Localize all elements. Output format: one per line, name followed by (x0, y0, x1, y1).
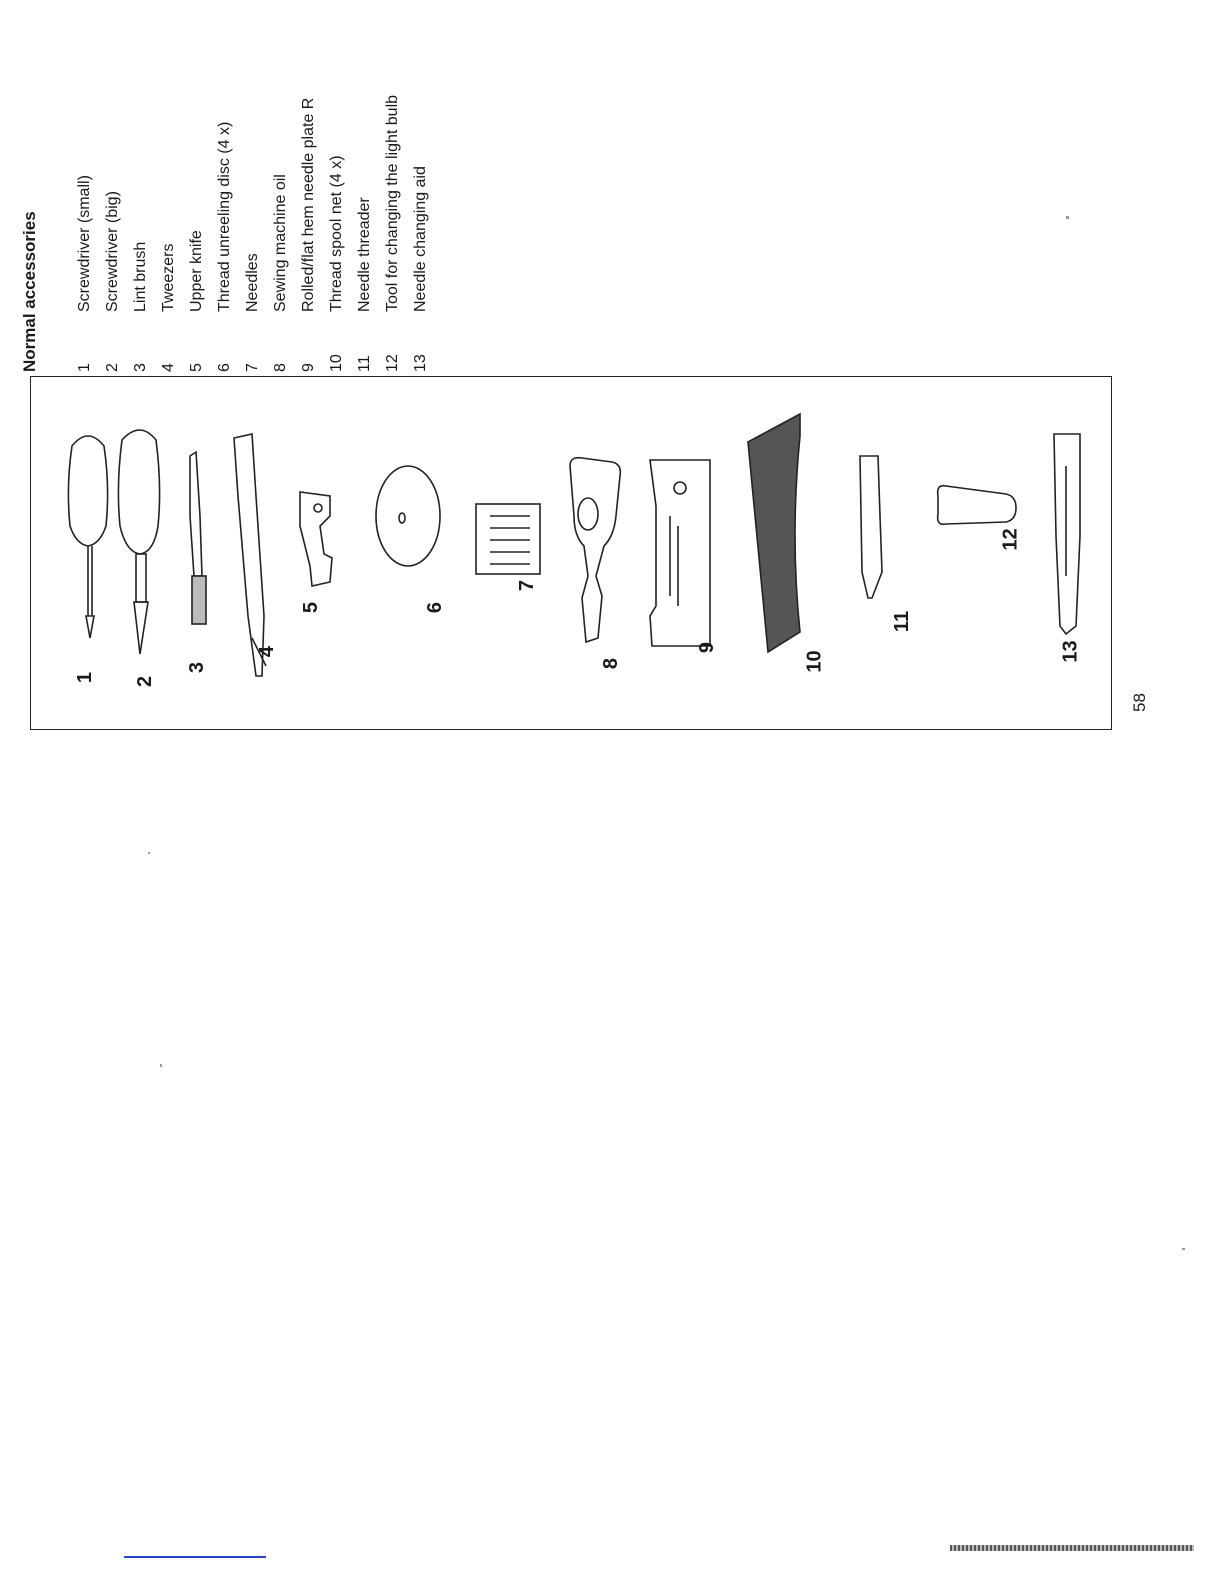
item-label: Thread unreeling disc (4 x) (216, 121, 233, 312)
figure-label: 5 (300, 601, 323, 614)
item-number: 10 (328, 354, 345, 372)
figure-label: 8 (600, 657, 623, 670)
needle-threader-icon (860, 456, 882, 598)
scan-edge-line (124, 1556, 266, 1558)
item-label: Rolled/flat hem needle plate R (300, 97, 317, 312)
lint-brush-icon (190, 452, 206, 624)
figure-label: 1 (74, 671, 97, 684)
needles-pack-icon (476, 504, 540, 574)
figure-label: 13 (1059, 640, 1082, 663)
spool-net-icon (748, 414, 800, 652)
list-item (160, 244, 188, 372)
item-number: 6 (216, 363, 233, 372)
item-number: 2 (104, 363, 121, 372)
screwdriver-small-icon (68, 436, 107, 638)
item-label: Needle changing aid (412, 166, 429, 312)
oil-bottle-icon (570, 458, 620, 642)
figure-label: 7 (516, 579, 539, 592)
screwdriver-big-icon (118, 430, 159, 654)
figure-label: 11 (891, 610, 914, 633)
item-number: 5 (188, 363, 205, 372)
scan-speck (160, 1064, 162, 1067)
list-item (384, 95, 412, 372)
item-number: 7 (244, 363, 261, 372)
item-number: 9 (300, 363, 317, 372)
item-label: Tweezers (160, 243, 177, 312)
item-number: 4 (160, 363, 177, 372)
accessory-list (20, 0, 440, 372)
item-number: 3 (132, 363, 149, 372)
tweezers-icon (234, 434, 266, 676)
scan-speck (148, 852, 150, 854)
item-label: Screwdriver (small) (76, 175, 93, 312)
figure-label: 6 (424, 601, 447, 614)
item-number: 8 (272, 363, 289, 372)
item-number: 1 (76, 363, 93, 372)
figure-label: 10 (803, 650, 826, 673)
list-item (216, 122, 244, 372)
thread-disc-icon (376, 466, 440, 566)
item-label: Tool for changing the light bulb (384, 94, 401, 312)
item-number: 11 (356, 355, 373, 372)
figure-label: 9 (696, 641, 719, 654)
needle-plate-icon (650, 460, 710, 646)
page-number: 58 (1130, 693, 1149, 712)
accessories-illustration (30, 376, 1112, 730)
list-item (328, 155, 356, 372)
upper-knife-icon (300, 492, 332, 586)
list-item (412, 166, 440, 372)
list-item (300, 98, 328, 372)
item-label: Thread spool net (4 x) (328, 155, 345, 312)
item-number: 13 (412, 354, 429, 372)
item-label: Needles (244, 253, 261, 312)
scan-speck (1066, 216, 1069, 219)
bulb-tool-icon (938, 486, 1016, 525)
item-number: 12 (384, 354, 401, 372)
item-label: Lint brush (132, 241, 149, 312)
list-item (104, 191, 132, 372)
figure-label: 12 (999, 528, 1022, 551)
figure-label: 4 (256, 645, 279, 658)
list-title: Normal accessories (20, 211, 39, 372)
list-item (132, 242, 160, 372)
list-item (76, 175, 104, 372)
scan-edge-hatch (950, 1545, 1194, 1551)
list-item (188, 230, 216, 372)
scan-speck (1182, 1248, 1185, 1250)
item-label: Upper knife (188, 230, 205, 312)
list-item (272, 174, 300, 372)
item-label: Screwdriver (big) (104, 191, 121, 312)
needle-changing-aid-icon (1054, 434, 1080, 634)
item-label: Needle threader (356, 197, 373, 312)
list-item (356, 197, 384, 372)
figure-label: 2 (134, 675, 157, 688)
figure-label: 3 (186, 661, 209, 674)
item-label: Sewing machine oil (272, 174, 289, 312)
list-item (244, 253, 272, 372)
